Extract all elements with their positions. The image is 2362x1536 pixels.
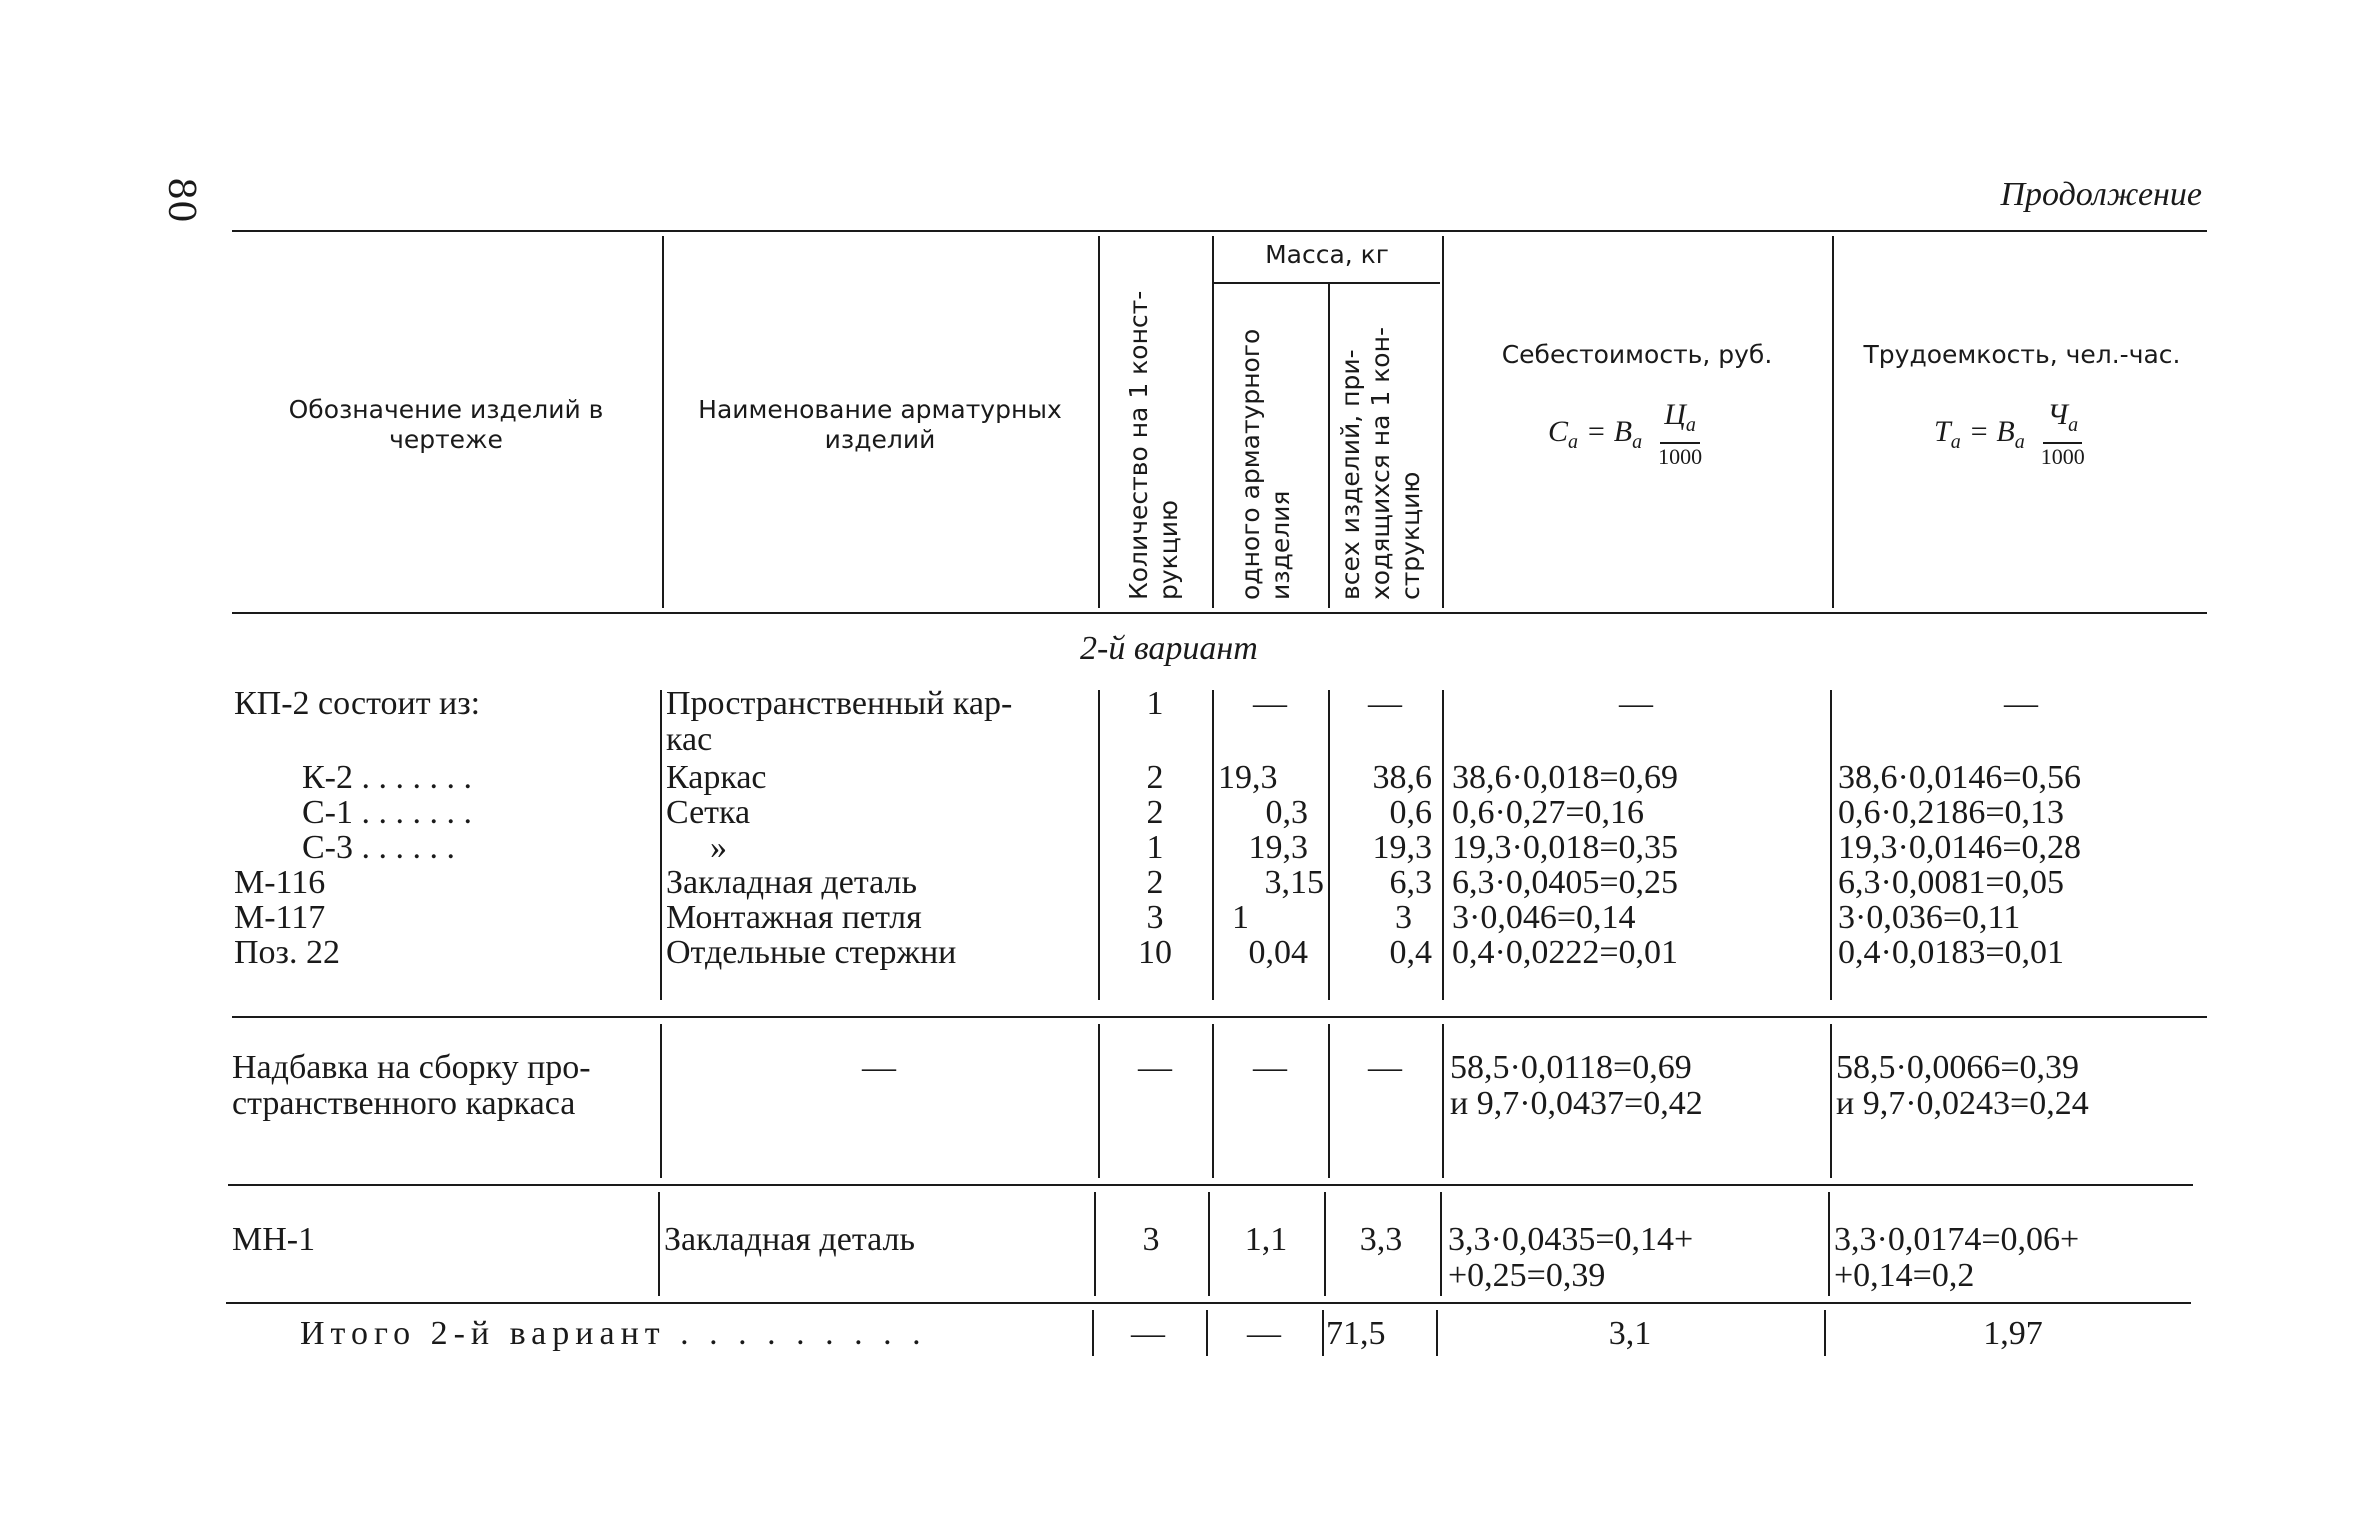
mass-one-cell: 19,3 — [1248, 829, 1308, 866]
designation-cell: МН-1 — [232, 1221, 316, 1258]
cost-cell: 6,3·0,0405=0,25 — [1452, 864, 1678, 901]
name-cell: Сетка — [666, 794, 751, 831]
header-cost: Себестоимость, руб. — [1501, 340, 1773, 369]
labor-cell: 58,5·0,0066=0,39 и 9,7·0,0243=0,24 — [1836, 1049, 2089, 1122]
labor-cell: 0,6·0,2186=0,13 — [1838, 794, 2064, 831]
mass-all-cell: — — [1368, 1049, 1402, 1086]
designation-cell: Поз. 22 — [234, 934, 340, 971]
labor-cell: 1,97 — [1983, 1315, 2043, 1352]
labor-cell: 3,3·0,0174=0,06+ +0,14=0,2 — [1834, 1221, 2080, 1294]
labor-formula: $T_а$ = $B_а$ $\frac{Ч_а}{1000}$ — [1934, 398, 2085, 469]
cost-cell: — — [1619, 685, 1653, 722]
variant-title: 2-й вариант — [1080, 630, 1258, 667]
header-mass-all: всех изделий, при- ходящихся на 1 кон- струкцию — [1336, 327, 1425, 600]
qty-cell: 10 — [1138, 934, 1172, 971]
cost-cell: 19,3·0,018=0,35 — [1452, 829, 1678, 866]
mass-one-cell: — — [1253, 1049, 1287, 1086]
mass-all-cell: 6,3 — [1389, 864, 1432, 901]
labor-cell: — — [2004, 685, 2038, 722]
qty-cell: 2 — [1146, 864, 1164, 901]
qty-cell: 3 — [1142, 1221, 1160, 1258]
cost-cell: 3·0,046=0,14 — [1452, 899, 1636, 936]
page-number: 80 — [160, 177, 201, 223]
mass-all-cell: — — [1368, 685, 1402, 722]
designation-cell: К-2 . . . . . . . — [302, 759, 472, 796]
name-cell: Закладная деталь — [664, 1221, 915, 1258]
total-label: Итого 2-й вариант . . . . . . . . . — [300, 1315, 927, 1352]
name-cell: — — [862, 1049, 896, 1086]
mass-one-cell: — — [1253, 685, 1287, 722]
mass-all-cell: 0,4 — [1389, 934, 1432, 971]
mass-one-cell: 1 — [1232, 899, 1249, 936]
header-mass-group: Масса, кг — [1265, 240, 1389, 269]
mass-all-cell: 19,3 — [1372, 829, 1432, 866]
qty-cell: 1 — [1146, 829, 1164, 866]
labor-cell: 0,4·0,0183=0,01 — [1838, 934, 2064, 971]
cost-cell: 0,4·0,0222=0,01 — [1452, 934, 1678, 971]
name-cell: Каркас — [666, 759, 767, 796]
header-labor: Трудоемкость, чел.-час. — [1863, 340, 2181, 369]
header-quantity: Количество на 1 конст- рукцию — [1124, 290, 1183, 600]
mass-one-cell: 19,3 — [1218, 759, 1278, 796]
mass-all-cell: 3 — [1395, 899, 1412, 936]
mass-all-cell: 3,3 — [1359, 1221, 1403, 1258]
name-cell: » — [710, 829, 727, 866]
designation-cell: Надбавка на сборку про- странственного каркаса — [232, 1049, 591, 1122]
name-cell: Пространственный кар- кас — [666, 685, 1013, 758]
mass-one-cell: 3,15 — [1264, 864, 1324, 901]
labor-cell: 6,3·0,0081=0,05 — [1838, 864, 2064, 901]
cost-cell: 38,6·0,018=0,69 — [1452, 759, 1678, 796]
header-designation: Обозначение изделий в чертеже — [288, 395, 604, 454]
cost-formula: $C_а$ = $B_а$ $\frac{Ц_а}{1000}$ — [1548, 398, 1703, 469]
name-cell: Закладная деталь — [666, 864, 917, 901]
mass-all-cell: 71,5 — [1326, 1315, 1386, 1352]
continuation-label: Продолжение — [2000, 176, 2202, 213]
qty-cell: 1 — [1146, 685, 1164, 722]
qty-cell: — — [1138, 1049, 1172, 1086]
designation-cell: М-117 — [234, 899, 326, 936]
qty-cell: 2 — [1146, 794, 1164, 831]
qty-cell: 2 — [1146, 759, 1164, 796]
mass-one-cell: 0,04 — [1248, 934, 1308, 971]
cost-cell: 3,1 — [1608, 1315, 1652, 1352]
designation-cell: С-1 . . . . . . . — [302, 794, 472, 831]
header-name: Наименование арматурных изделий — [698, 395, 1062, 454]
designation-cell: КП-2 состоит из: — [234, 685, 481, 722]
mass-one-cell: 0,3 — [1265, 794, 1308, 831]
cost-cell: 58,5·0,0118=0,69 и 9,7·0,0437=0,42 — [1450, 1049, 1703, 1122]
name-cell: Отдельные стержни — [666, 934, 957, 971]
qty-cell: 3 — [1146, 899, 1164, 936]
mass-all-cell: 0,6 — [1389, 794, 1432, 831]
header-mass-one: одного арматурного изделия — [1236, 328, 1295, 600]
name-cell: Монтажная петля — [666, 899, 922, 936]
designation-cell: С-3 . . . . . . — [302, 829, 455, 866]
labor-cell: 3·0,036=0,11 — [1838, 899, 2021, 936]
mass-one-cell: — — [1247, 1315, 1281, 1352]
mass-one-cell: 1,1 — [1244, 1221, 1288, 1258]
qty-cell: — — [1131, 1315, 1165, 1352]
labor-cell: 38,6·0,0146=0,56 — [1838, 759, 2081, 796]
cost-cell: 3,3·0,0435=0,14+ +0,25=0,39 — [1448, 1221, 1694, 1294]
mass-all-cell: 38,6 — [1372, 759, 1432, 796]
cost-cell: 0,6·0,27=0,16 — [1452, 794, 1644, 831]
designation-cell: М-116 — [234, 864, 326, 901]
labor-cell: 19,3·0,0146=0,28 — [1838, 829, 2081, 866]
